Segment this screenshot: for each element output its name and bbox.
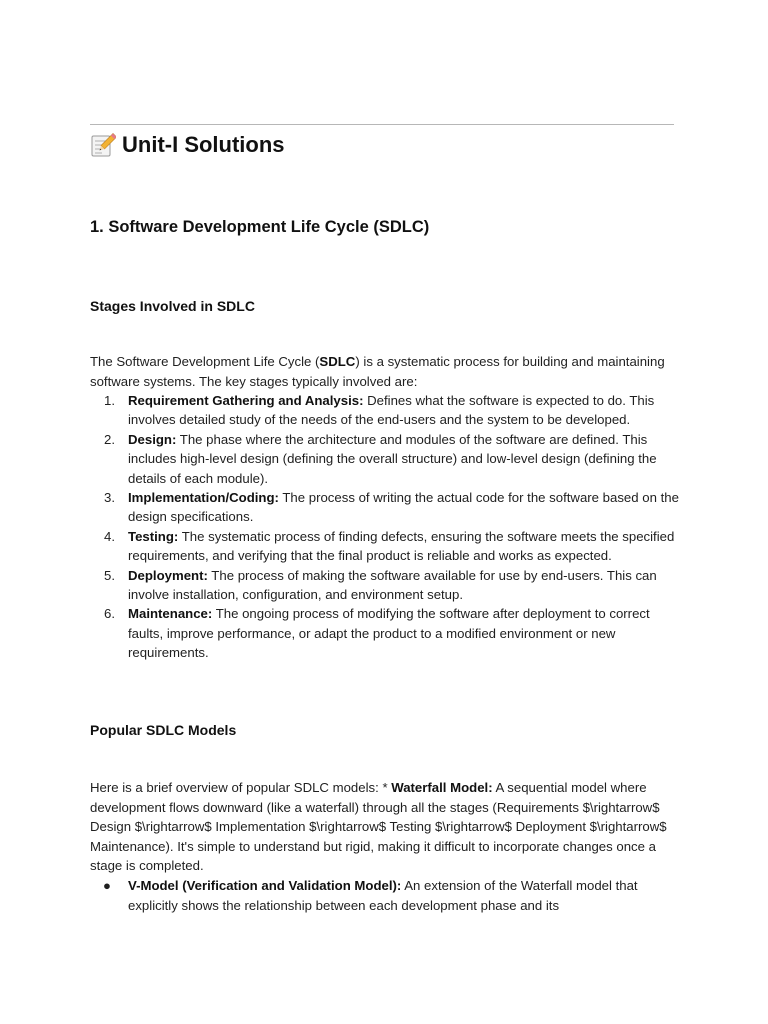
list-item-text: The process of writing the actual code for the software based on the design specifications. — [128, 490, 679, 525]
list-item-text: Defines what the software is expected to do. This involves detailed study of the needs of the end-users and the system to be developed. — [128, 393, 655, 428]
bullet-icon: ● — [103, 878, 111, 893]
list-item-title: Requirement Gathering and Analysis: — [128, 393, 364, 408]
subheading-stages: Stages Involved in SDLC — [90, 298, 255, 314]
list-number: 6. — [104, 606, 115, 622]
models-intro-before: Here is a brief overview of popular SDLC models: * — [90, 780, 392, 795]
list-item-text: The ongoing process of modifying the software after deployment to correct faults, improve performance, or adapt the product to a modified environment or new requirements. — [128, 606, 650, 661]
list-item-title: Deployment: — [128, 567, 208, 583]
list-number: 4. — [104, 528, 115, 544]
list-number: 5. — [104, 567, 115, 583]
models-list — [90, 876, 680, 915]
memo-icon — [90, 132, 116, 158]
list-item — [90, 391, 680, 430]
list-item-text: An extension of the Waterfall model that explicitly shows the relationship between each development phase and its — [128, 878, 638, 913]
list-item — [90, 430, 680, 488]
intro-text-bold: SDLC — [319, 354, 356, 369]
list-item-title: Testing: — [128, 528, 179, 544]
models-intro-after: A sequential model where development flows downward (like a waterfall) through all the stages (Requirements $\rightarrow$ Design $\rightarrow$ Implementation $\rightarrow$ Testing $\rightarrow$ Deployment $\rightarrow$ Maintenance). It's simple to understand but rigid, making it difficult to incorporate changes once a stage is completed. — [90, 780, 667, 873]
page-title-text: Unit-I Solutions — [122, 132, 285, 157]
list-item — [90, 527, 680, 566]
page-title — [90, 132, 285, 158]
intro-text-before: The Software Development Life Cycle ( — [90, 354, 320, 369]
list-item-title: Maintenance: — [128, 606, 213, 622]
stages-list — [90, 391, 680, 663]
list-item — [90, 604, 680, 662]
list-number: 1. — [104, 393, 115, 408]
models-intro-paragraph — [90, 778, 680, 876]
list-item-title: Implementation/Coding: — [128, 490, 279, 506]
list-item-title: V-Model (Verification and Validation Model): — [128, 878, 402, 893]
list-item-text: The phase where the architecture and modules of the software are defined. This includes high-level design (defining the overall structure) and low-level design (defining the details of each module). — [128, 431, 657, 486]
list-item — [90, 876, 680, 915]
section-heading-sdlc: 1. Software Development Life Cycle (SDLC) — [90, 218, 430, 236]
list-number: 3. — [104, 490, 115, 506]
list-item — [90, 488, 680, 527]
list-item — [90, 566, 680, 605]
list-item-text: The systematic process of finding defects, ensuring the software meets the specified requirements, and verifying that the final product is reliable and works as expected. — [128, 528, 675, 564]
subheading-models: Popular SDLC Models — [90, 722, 237, 738]
list-item-text: The process of making the software available for use by end-users. This can involve installation, configuration, and environment setup. — [128, 567, 657, 603]
list-item-title: Design: — [128, 431, 177, 447]
horizontal-divider — [90, 124, 674, 125]
intro-text-after: ) is a systematic process for building and maintaining software systems. The key stages typically involved are: — [90, 354, 665, 389]
intro-paragraph — [90, 352, 680, 391]
models-intro-bold: Waterfall Model: — [391, 780, 493, 795]
list-number: 2. — [104, 431, 115, 447]
